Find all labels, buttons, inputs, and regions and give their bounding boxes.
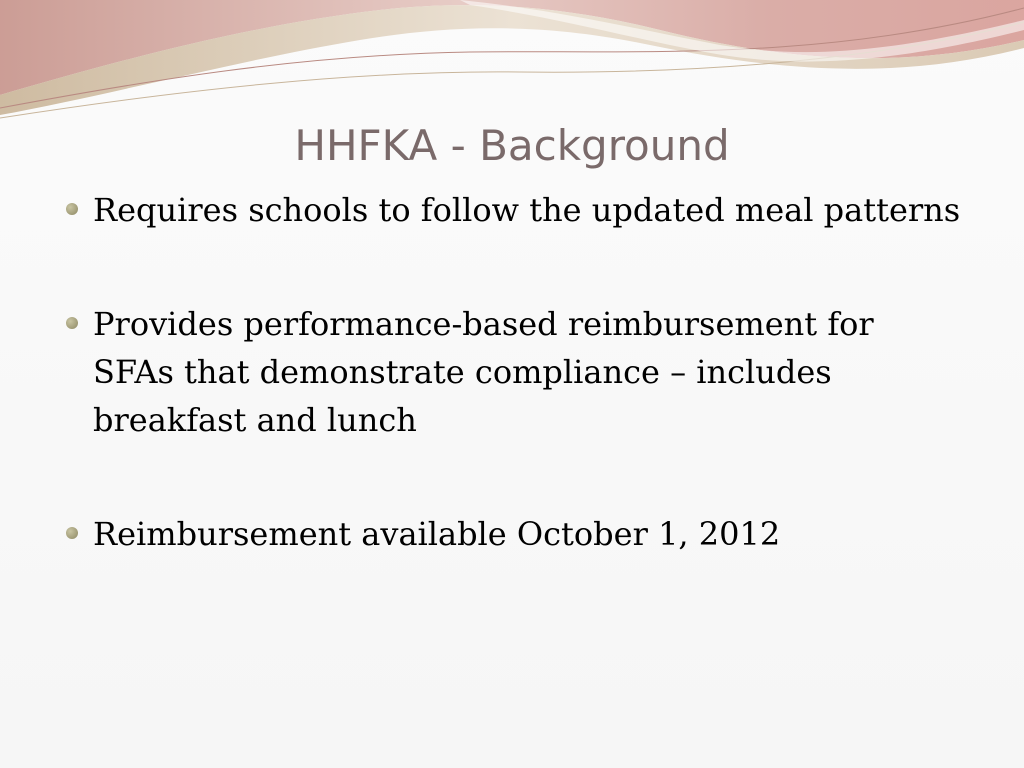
slide-title: HHFKA - Background	[294, 121, 730, 170]
bullet-text: Provides performance-based reimbursement for SFAs that demonstrate compliance – includes breakfast and lunch	[93, 305, 874, 439]
bullet-dot-icon	[66, 203, 78, 215]
bullet-dot-icon	[66, 317, 78, 329]
decorative-swoosh-header	[0, 0, 1024, 130]
bullet-item	[62, 300, 962, 444]
bullet-text: Reimbursement available October 1, 2012	[93, 515, 781, 553]
bullet-list	[62, 186, 962, 558]
bullet-text: Requires schools to follow the updated meal patterns	[93, 191, 961, 229]
bullet-item	[62, 186, 962, 234]
bullet-item	[62, 510, 962, 558]
bullet-dot-icon	[66, 527, 78, 539]
